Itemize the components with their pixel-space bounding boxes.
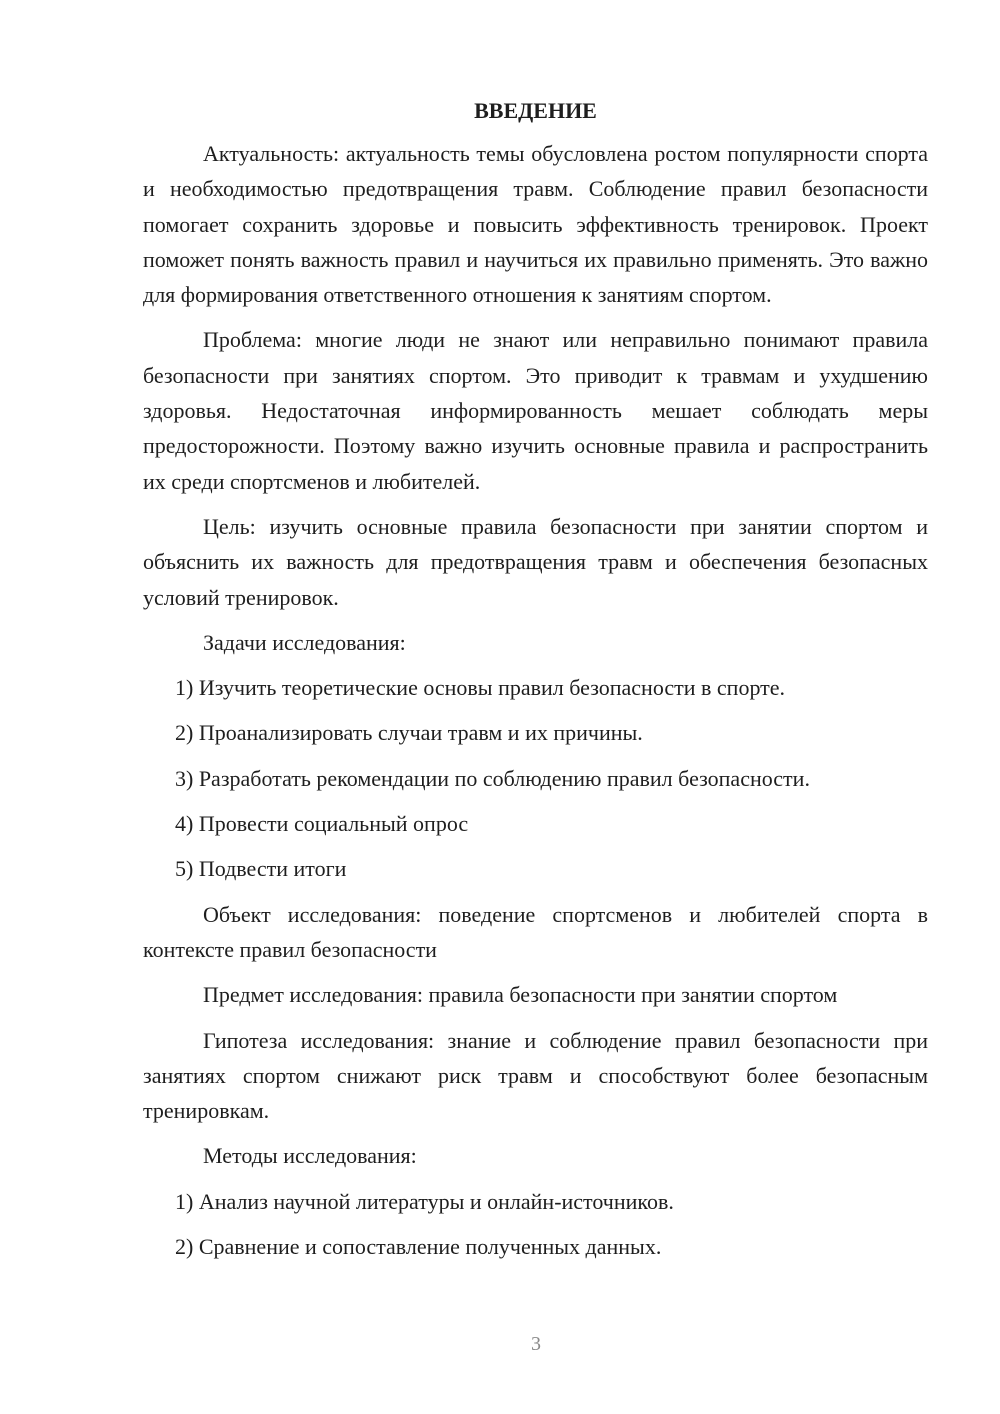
task-item-3: 3) Разработать рекомендации по соблюдению правил безопасности. [175,765,810,791]
task-item-1: 1) Изучить теоретические основы правил безопасности в спорте. [175,675,786,701]
object-paragraph: Объект исследования: поведение спортсменов и любителей спорта в контексте правил безопасности [143,901,928,962]
subject-paragraph: Предмет исследования: правила безопасности при занятии спортом [203,982,838,1008]
method-item-2: 2) Сравнение и сопоставление полученных данных. [175,1234,662,1260]
task-item-2: 2) Проанализировать случаи травм и их причины. [175,720,643,746]
relevance-paragraph: Актуальность: актуальность темы обусловлена ростом популярности спорта и необходимостью предотвращения травм. Соблюдение правил безопасности помогает сохранить здоровье и повысить эффективность тренировок. Проект поможет понять важность правил и научиться их правильно применять. Это важно для формирования ответственного отношения к занятиям спортом. [143,141,928,308]
tasks-heading: Задачи исследования: [203,629,406,655]
task-item-4: 4) Провести социальный опрос [175,811,469,837]
page-content [143,96,928,1274]
goal-paragraph: Цель: изучить основные правила безопасности при занятии спортом и объяснить их важность для предотвращения травм и обеспечения безопасных условий тренировок. [143,513,928,610]
page-number: 3 [531,1333,541,1355]
task-item-5: 5) Подвести итоги [175,856,347,882]
methods-heading: Методы исследования: [203,1143,417,1169]
hypothesis-paragraph: Гипотеза исследования: знание и соблюдение правил безопасности при занятиях спортом снижают риск травм и способствуют более безопасным тренировкам. [143,1027,928,1124]
problem-paragraph: Проблема: многие люди не знают или неправильно понимают правила безопасности при занятиях спортом. Это приводит к травмам и ухудшению здоровья. Недостаточная информированность мешает соблюдать меры предосторожности. Поэтому важно изучить основные правила и распространить их среди спортсменов и любителей. [143,327,928,494]
section-title: ВВЕДЕНИЕ [474,98,597,123]
method-item-1: 1) Анализ научной литературы и онлайн-источников. [175,1188,674,1214]
